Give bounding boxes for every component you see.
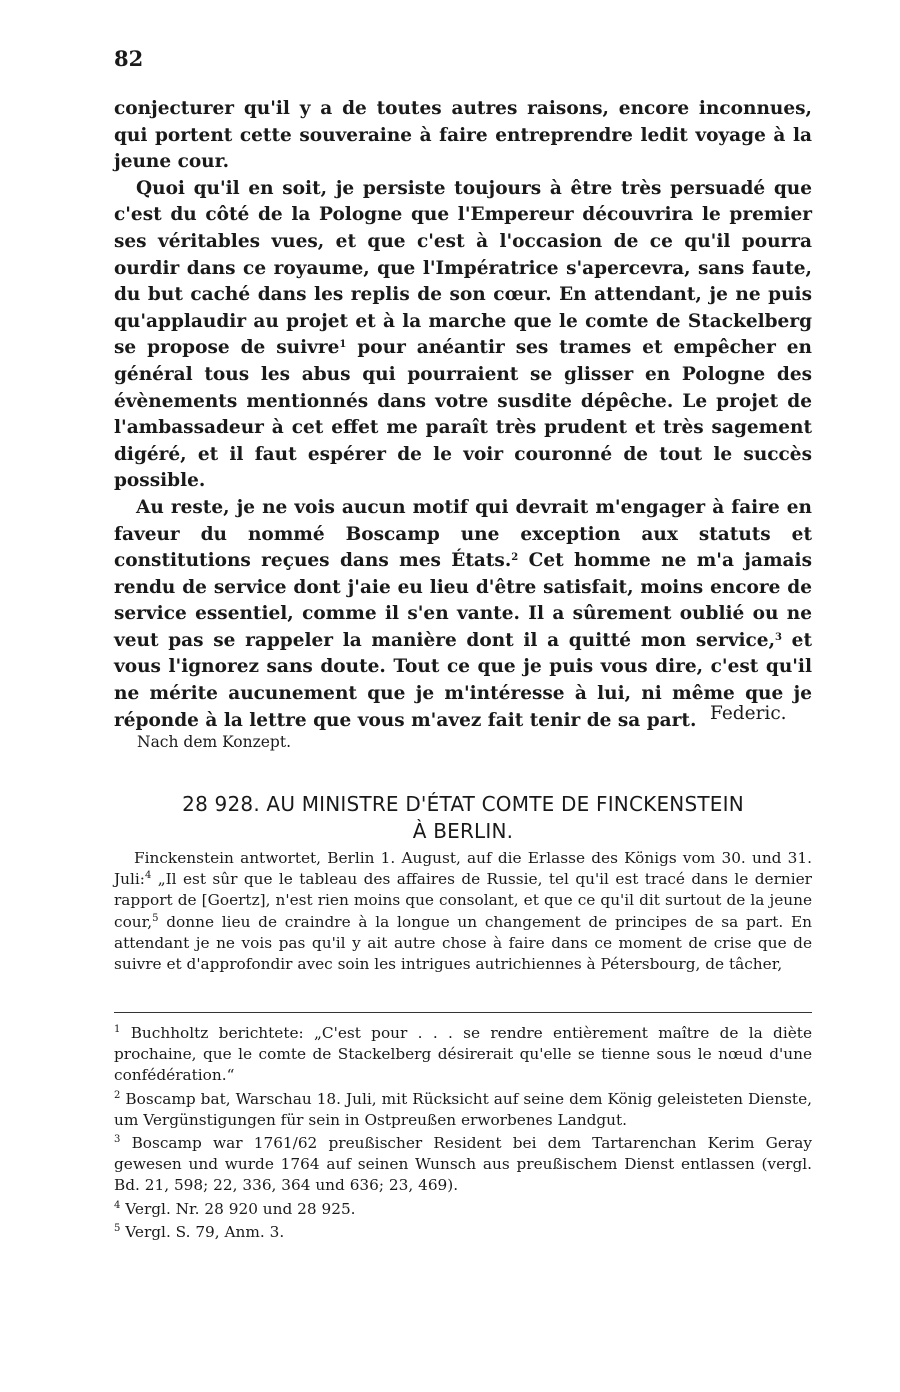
- signature: Federic.: [710, 703, 787, 724]
- paragraph-text: Quoi qu'il en soit, je persiste toujours à être très persuadé que c'est du côté de la Pologne que l'Empereur découvrira le premier ses véritables vues, et que c'est à l'occasion de ce qu'il pourra ourdir dans ce royaume, que l'Impératrice s'apercevra, sans faute, du but caché dans les replis de son cœur. En attendant, je ne puis qu'applaudir au projet et à la marche que le comte de Stackelberg se propose de suivre: [114, 177, 812, 359]
- page-number: 82: [114, 46, 144, 71]
- footnote-text: Boscamp war 1761/62 preußischer Resident bei dem Tartarenchan Kerim Geray gewesen und wurde 1764 auf seinen Wunsch aus preußischem Dienst entlassen (vergl. Bd. 21, 598; 22, 336, 364 und 636; 23, 469).: [114, 1134, 812, 1195]
- footnote-number: 5: [114, 1222, 121, 1234]
- footnote-marker: 4: [144, 870, 152, 882]
- footnote-marker: 1: [339, 339, 347, 351]
- footnote: [114, 1133, 812, 1197]
- commentary-part: donne lieu de craindre à la longue un changement de principes de sa part. En attendant je ne vois pas qu'il y ait autre chose à faire dans ce moment de crise que de suivre et d'approfondir avec soin les intrigues autrichiennes à Pétersbourg, de tâcher,: [114, 912, 812, 974]
- footnote: [114, 1199, 812, 1220]
- heading-line-2: À BERLIN.: [412, 819, 514, 843]
- footnote-text: Buchholtz berichtete: „C'est pour . . . se rendre entièrement maître de la diète prochaine, que le comte de Stackelberg désirerait qu'elle se tienne sous le nœud d'une confédération.“: [114, 1024, 812, 1085]
- footnote: [114, 1222, 812, 1243]
- footnote: [114, 1023, 812, 1087]
- paragraph-continuation: conjecturer qu'il y a de toutes autres raisons, encore inconnues, qui portent cette souveraine à faire entreprendre ledit voyage à la jeune cour.: [114, 98, 812, 173]
- commentary-part: „Il est sûr que le tableau des affaires de Russie, tel qu'il est tracé dans le dernier rapport de [Goertz], n'est rien moins que consolant, et que ce qu'il dit surtout de la jeune cour,: [114, 870, 812, 931]
- footnote-number: 3: [114, 1134, 121, 1146]
- heading-line-1: 28 928. AU MINISTRE D'ÉTAT COMTE DE FINCKENSTEIN: [182, 792, 744, 816]
- paragraph-text: et vous l'ignorez sans doute. Tout ce que je puis vous dire, c'est qu'il ne mérite aucunement que je m'intéresse à lui, ni même que je réponde à la lettre que vous m'avez fait tenir de sa part.: [114, 629, 812, 731]
- paragraph-text: pour anéantir ses trames et empêcher en général tous les abus qui pourraient se glisser en Pologne des évènements mentionnés dans votre susdite dépêche. Le projet de l'ambassadeur à cet effet me paraît très prudent et très sagement digéré, et il faut espérer de le voir couronné de tout le succès possible.: [114, 337, 813, 492]
- footnote-marker: 5: [152, 912, 159, 924]
- footnotes: [114, 1023, 812, 1245]
- paragraph-text: Cet homme ne m'a jamais rendu de service dont j'aie eu lieu d'être satisfait, moins encore de service essentiel, comme il s'en vante. Il a sûrement oublié ou ne veut pas se rappeler la manière dont il a quitté mon service,: [114, 550, 812, 651]
- footnote-divider: [114, 1012, 812, 1013]
- main-text: [114, 96, 812, 734]
- commentary-text: [114, 848, 812, 975]
- paragraph-stackelberg: [114, 176, 812, 495]
- footnote-number: 4: [114, 1199, 121, 1211]
- commentary-part: Finckenstein antwortet, Berlin 1. August, auf die Erlasse des Königs vom 30. und 31. Juli:: [114, 849, 812, 889]
- footnote-text: Vergl. S. 79, Anm. 3.: [125, 1222, 285, 1241]
- footnote-text: Vergl. Nr. 28 920 und 28 925.: [125, 1199, 356, 1218]
- source-note: Nach dem Konzept.: [137, 733, 292, 751]
- paragraph-text: Au reste, je ne vois aucun motif qui devrait m'engager à faire en faveur du nommé Boscamp une exception aux statuts et constitutions reçues dans mes États.: [114, 496, 812, 572]
- footnote: [114, 1089, 812, 1131]
- footnote-number: 2: [114, 1089, 121, 1101]
- paragraph-boscamp: [114, 495, 812, 734]
- footnote-marker: 2: [511, 552, 519, 564]
- footnote-text: Boscamp bat, Warschau 18. Juli, mit Rücksicht auf seine dem König geleisteten Dienste, um Vergünstigungen für sein in Ostpreußen erworbenes Landgut.: [114, 1089, 812, 1129]
- commentary-paragraph: [114, 848, 812, 975]
- footnote-number: 1: [114, 1024, 121, 1035]
- footnote-marker: 3: [775, 631, 782, 643]
- document-heading: [114, 791, 812, 845]
